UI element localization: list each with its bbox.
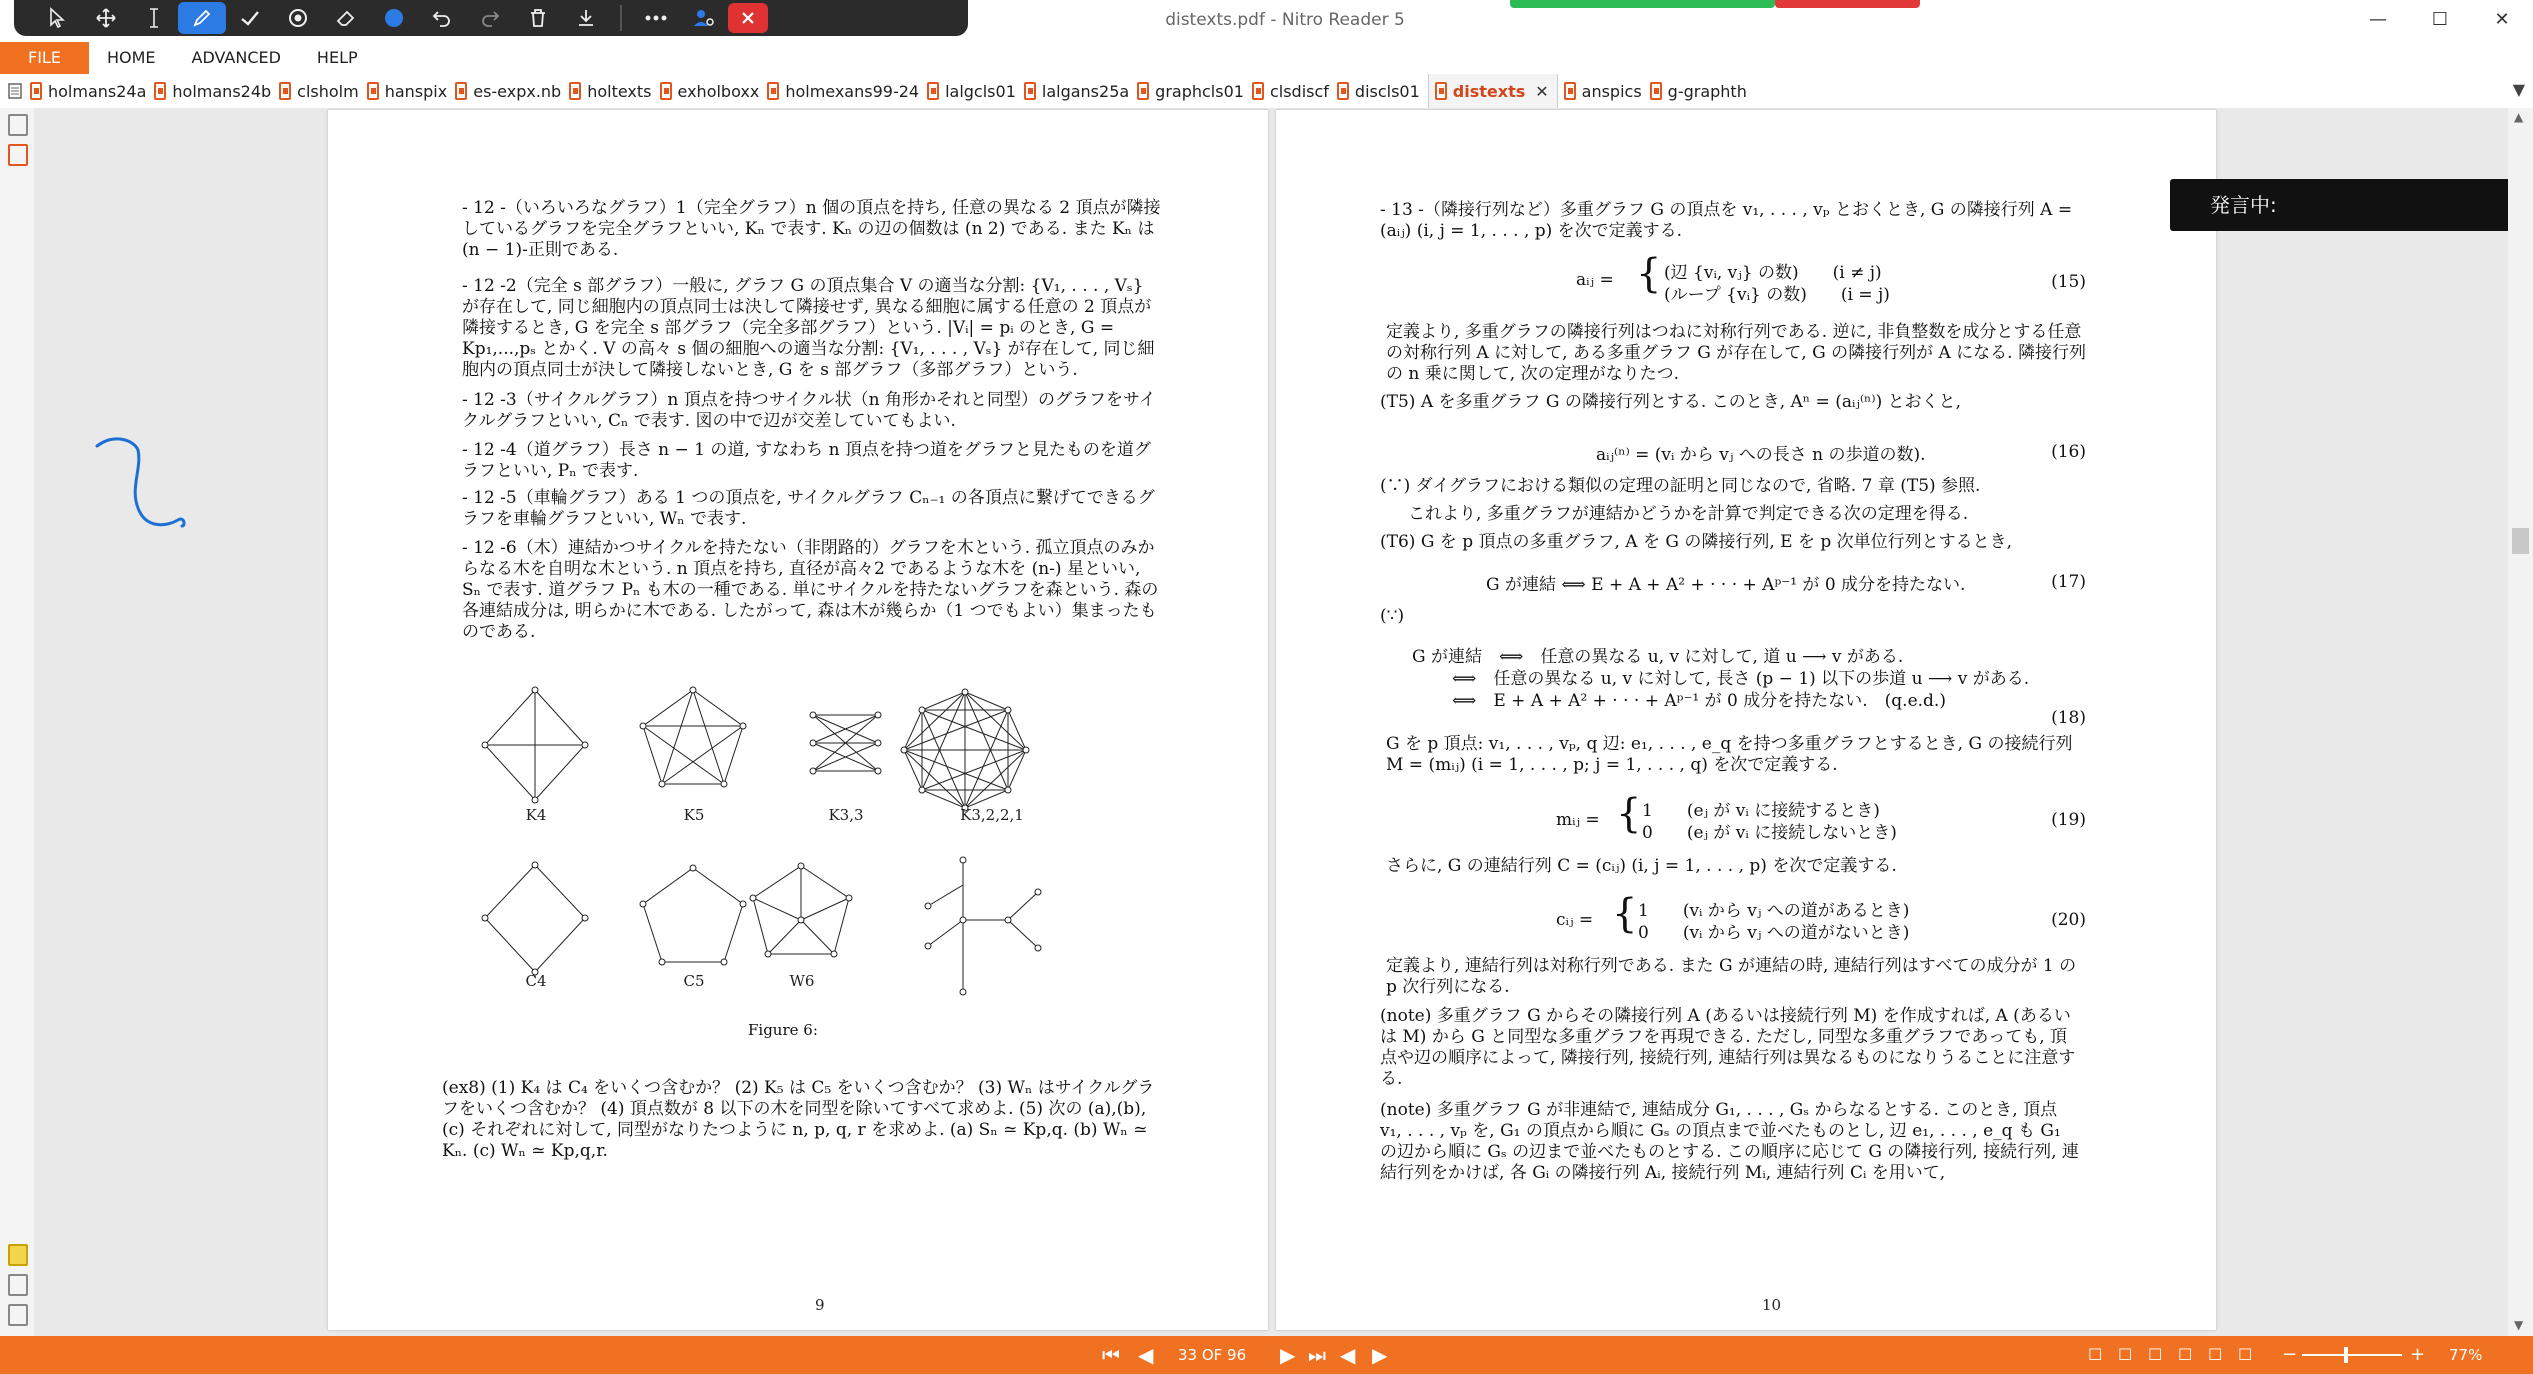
pdf-page-right (1276, 110, 2216, 1330)
graph-tree (928, 860, 1038, 992)
pan-move-icon[interactable] (82, 0, 130, 36)
page-number-right: 10 (1762, 1296, 1782, 1314)
paragraph-definition: 定義より, 多重グラフの隣接行列はつねに対称行列である. 逆に, 非負整数を成分とする任意の対称行列 A に対して, ある多重グラフ G が存在して, G の隣接行列が A になる. 隣接行列の n 乗に関して, 次の定理がなりたつ. (1386, 322, 2086, 384)
attachments-icon[interactable] (8, 114, 28, 136)
paragraph-connectivity-matrix: さらに, G の連結行列 C = (cᵢⱼ) (i, j = 1, . . . , p) を次で定義する. (1386, 856, 1897, 876)
toolbar-separator (620, 5, 622, 31)
window-title: distexts.pdf - Nitro Reader 5 (1165, 10, 1405, 30)
eq-number-20: (20) (2051, 910, 2086, 930)
doc-tab[interactable]: lalgans25a (1024, 74, 1137, 108)
tab-list-chevron-icon[interactable]: ▼ (2512, 80, 2525, 99)
graph-k5 (643, 690, 743, 784)
trash-icon[interactable] (514, 0, 562, 36)
eq19-row-1: 1 (eⱼ が vᵢ に接続するとき) (1642, 801, 1880, 821)
proof-line-3: ⟺ E + A + A² + · · · + Aᵖ⁻¹ が 0 成分を持たない. (q.e.d.) (1452, 691, 1946, 711)
paragraph-incidence: G を p 頂点: v₁, . . . , vₚ, q 辺: e₁, . . . , e_q を持つ多重グラフとするとき, G の接続行列 M = (mᵢⱼ) (i = 1, . . . , p; j = 1, . . . , q) を次で定義する. (1386, 734, 2073, 775)
layers-icon[interactable] (8, 1274, 28, 1296)
pdf-file-icon (927, 82, 939, 100)
undo-icon[interactable] (418, 0, 466, 36)
doc-tab[interactable]: lalgcls01 (927, 74, 1024, 108)
graph-label-k3221: K3,2,2,1 (960, 806, 1024, 824)
pdf-page-left (328, 110, 1268, 1330)
brace-icon: { (1636, 251, 1662, 297)
previous-view-icon[interactable]: ◀ (1340, 1343, 1356, 1367)
eraser-icon[interactable] (322, 0, 370, 36)
pdf-file-icon (1435, 82, 1447, 100)
paragraph-12-3: - 12 -3（サイクルグラフ）n 頂点を持つサイクル状（n 角形かそれと同型）のグラフをサイクルグラフといい, Cₙ で表す. 図の中で辺が交差していてもよい. (462, 390, 1156, 431)
eq15-row-1: (辺 {vᵢ, vⱼ} の数) (i ≠ j) (1664, 263, 1882, 283)
checkmark-icon[interactable] (226, 0, 274, 36)
graph-k33 (813, 715, 878, 771)
note-1: (note) 多重グラフ G からその隣接行列 A (あるいは接続行列 M) を作成すれば, A (あるいは M) から G と同型な多重グラフを再現できる. ただし, 同型な多重グラフであっても, 頂点や辺の順序によって, 隣接行列, 接続行列, 連結行列は異なるものになりうることに注意する. (1380, 1006, 2076, 1089)
close-tab-icon[interactable]: ✕ (1535, 81, 1549, 101)
fit-page-icon[interactable]: ☐ (2208, 1345, 2223, 1364)
tab-advanced[interactable]: ADVANCED (191, 48, 281, 67)
vertical-scrollbar[interactable] (2508, 108, 2533, 1336)
graph-label-c4: C4 (525, 972, 547, 990)
graph-label-k4: K4 (525, 806, 547, 824)
doc-tab[interactable]: holmans24a (30, 74, 154, 108)
doc-tab[interactable]: clsholm (279, 74, 367, 108)
pdf-file-icon (1137, 82, 1149, 100)
pdf-file-icon (660, 82, 672, 100)
highlighter-icon[interactable] (274, 0, 322, 36)
select-arrow-icon[interactable] (34, 0, 82, 36)
proof-t5: (∵) ダイグラフにおける類似の定理の証明と同じなので, 省略. 7 章 (T5) 参照. (1380, 476, 1981, 496)
ink-annotation[interactable] (94, 428, 214, 548)
more-options-icon[interactable] (632, 0, 680, 36)
zoom-slider-handle[interactable] (2344, 1347, 2348, 1363)
single-page-view-icon[interactable]: ☐ (2088, 1345, 2103, 1364)
pdf-file-icon (154, 82, 166, 100)
eq-number-15: (15) (2051, 272, 2086, 292)
paragraph-symmetric: 定義より, 連結行列は対称行列である. また G が連結の時, 連結行列はすべての成分が 1 の p 次行列になる. (1386, 956, 2077, 997)
pages-panel-icon[interactable] (0, 74, 30, 108)
next-view-icon[interactable]: ▶ (1372, 1343, 1388, 1367)
paragraph-12-2: - 12 -2（完全 s 部グラフ）一般に, グラフ G の頂点集合 V の適当な分割: {V₁, . . . , Vₛ} が存在して, 同じ細胞内の頂点同士は決して隣接せず, 異なる細胞に属する任意の 2 頂点が隣接するとき, G を完全 s 部グラフ（完全多部グラフ）という. |Vᵢ| = pᵢ のとき, G = Kp₁,...,pₛ とかく. V の高々 s 個の細胞への適当な分割: {V₁, . . . , Vₛ} が存在して, 同じ細胞内の頂点同士が決して隣接しないとき, G を s 部グラフ（多部グラフ）という. (462, 276, 1155, 380)
bookmarks-icon[interactable] (8, 144, 28, 166)
brace-icon: { (1616, 791, 1642, 837)
eq-number-19: (19) (2051, 810, 2086, 830)
page-indicator[interactable]: 33 OF 96 (1178, 1346, 1247, 1364)
facing-continuous-view-icon[interactable]: ☐ (2178, 1345, 2193, 1364)
tab-help[interactable]: HELP (316, 48, 358, 67)
download-icon[interactable] (562, 0, 610, 36)
eq20-row-1: 1 (vᵢ から vⱼ への道があるとき) (1638, 901, 1910, 921)
facing-view-icon[interactable]: ☐ (2148, 1345, 2163, 1364)
theorem-t5: (T5) A を多重グラフ G の隣接行列とする. このとき, Aⁿ = (aᵢⱼ⁽ⁿ⁾) とおくと, (1380, 392, 1962, 412)
paragraph-12-4: - 12 -4（道グラフ）長さ n − 1 の道, すなわち n 頂点を持つ道をグラフと見たものを道グラフといい, Pₙ で表す. (462, 440, 1151, 481)
pdf-file-icon (279, 82, 291, 100)
color-picker-icon[interactable] (370, 0, 418, 36)
paragraph-13: - 13 -（隣接行列など）多重グラフ G の頂点を v₁, . . . , vₚ とおくとき, G の隣接行列 A = (aᵢⱼ) (i, j = 1, . . . , p) を次で定義する. (1380, 200, 2073, 241)
doc-tab[interactable]: holmexans99-24 (767, 74, 927, 108)
eq20-lhs: cᵢⱼ = (1556, 910, 1594, 930)
eq19-row-2: 0 (eⱼ が vᵢ に接続しないとき) (1642, 823, 1897, 843)
eq-number-16: (16) (2051, 442, 2086, 462)
paragraph-12-6: - 12 -6（木）連結かつサイクルを持たない（非閉路的）グラフを木という. 孤立頂点のみからなる木を自明な木という. n 頂点を持ち, 直径が高々2 であるような木を (n-) 星といい, Sₙ で表す. 道グラフ Pₙ も木の一種である. 単にサイクルを持たないグラフを森という. 森の各連結成分は, 明らかに木である. したがって, 森は木が幾らか（1 つでもよい）集まったものである. (462, 538, 1159, 642)
page-number-left: 9 (815, 1296, 825, 1314)
continuous-view-icon[interactable]: ☐ (2118, 1345, 2133, 1364)
pdf-file-icon (767, 82, 779, 100)
previous-page-icon[interactable]: ◀ (1138, 1343, 1154, 1367)
doc-tab[interactable]: graphcls01 (1137, 74, 1252, 108)
pdf-file-icon (569, 82, 581, 100)
brace-icon: { (1612, 891, 1638, 937)
text-cursor-icon[interactable] (130, 0, 178, 36)
eq20-row-2: 0 (vᵢ から vⱼ への道がないとき) (1638, 923, 1910, 943)
eq15-row-2: (ループ {vᵢ} の数) (i = j) (1664, 285, 1890, 305)
scroll-thumb[interactable] (2512, 528, 2529, 554)
pdf-file-icon (455, 82, 467, 100)
exercise-8: (ex8) (1) K₄ は C₄ をいくつ含むか？ (2) K₅ は C₅ をいくつ含むか？ (3) Wₙ はサイクルグラフをいくつ含むか？ (4) 頂点数が 8 以下の木を同型を除いてすべて求めよ. (5) 次の (a),(b),(c) それぞれに対して, 同型がなりたつように n, p, q, r を求めよ. (a) Sₙ ≃ Kp,q. (b) Wₙ ≃ Kₙ. (c) Wₙ ≃ Kp,q,r. (442, 1078, 1155, 1161)
theorem-t6: (T6) G を p 頂点の多重グラフ, A を G の隣接行列, E を p 次単位行列とするとき, (1380, 532, 2013, 552)
tts-progress-green (1510, 0, 1775, 8)
tab-file[interactable]: FILE (0, 42, 89, 74)
output-icon[interactable] (8, 1304, 28, 1326)
speech-status-popup: 発言中: (2170, 179, 2512, 231)
eq15-lhs: aᵢⱼ = (1576, 270, 1614, 290)
zoom-out-button[interactable]: − (2282, 1344, 2298, 1365)
comments-icon[interactable] (8, 1244, 28, 1266)
zoom-slider[interactable] (2302, 1354, 2402, 1356)
maximize-button[interactable]: ☐ (2431, 9, 2449, 30)
fit-width-icon[interactable]: ☐ (2238, 1345, 2253, 1364)
figure-caption: Figure 6: (748, 1021, 818, 1039)
because-mark: (∵) (1380, 606, 1405, 626)
eq-number-17: (17) (2051, 572, 2086, 592)
doc-tab[interactable]: es-expx.nb (455, 74, 569, 108)
pdf-file-icon (1252, 82, 1264, 100)
tab-home[interactable]: HOME (106, 48, 156, 67)
minimize-button[interactable]: — (2369, 9, 2387, 30)
doc-tab[interactable]: anspics (1558, 74, 1650, 108)
eq19-lhs: mᵢⱼ = (1556, 810, 1600, 830)
eq16-text: aᵢⱼ⁽ⁿ⁾ = (vᵢ から vⱼ への長さ n の歩道の数). (1596, 445, 1926, 465)
doc-tab[interactable]: g-graphth (1650, 74, 1755, 108)
next-page-icon[interactable]: ▶ (1280, 1343, 1296, 1367)
note-2: (note) 多重グラフ G が非連結で, 連結成分 G₁, . . . , Gₛ からなるとする. このとき, 頂点 v₁, . . . , vₚ を, G₁ の頂点から順に Gₛ の頂点まで並べたものとし, 辺 e₁, . . . , e_q も G₁ の辺から順に Gₛ の辺まで並べたものとする. この順序に応じて G の隣接行列, 接続行列, 連結行列をかけば, 各 Gᵢ の隣接行列 Aᵢ, 接続行列 Mᵢ, 連結行列 Cᵢ を用いて, (1380, 1100, 2079, 1183)
doc-tab[interactable]: hanspix (367, 74, 456, 108)
graph-k4 (485, 690, 585, 800)
status-bar (0, 1336, 2533, 1374)
pdf-file-icon (367, 82, 379, 100)
close-window-button[interactable]: ✕ (2494, 9, 2510, 30)
last-page-icon[interactable]: ⏭ (1308, 1343, 1326, 1367)
doc-tab[interactable]: holmans24b (154, 74, 279, 108)
graph-label-k5: K5 (683, 806, 705, 824)
pen-icon[interactable] (178, 2, 226, 34)
left-side-panel (0, 108, 35, 1336)
paragraph-12-1: - 12 -（いろいろなグラフ）1（完全グラフ）n 個の頂点を持ち, 任意の異なる 2 頂点が隣接しているグラフを完全グラフといい, Kₙ で表す. Kₙ の辺の個数は (n 2) である. また Kₙ は (n − 1)-正則である. (462, 198, 1161, 260)
doc-tab[interactable]: discls01 (1337, 74, 1428, 108)
settings-person-icon[interactable] (680, 0, 728, 36)
graph-label-c5: C5 (683, 972, 705, 990)
graph-c5 (643, 868, 743, 962)
zoom-in-button[interactable]: + (2410, 1344, 2426, 1365)
close-toolbar-icon[interactable] (728, 3, 768, 33)
eq17-text: G が連結 ⟺ E + A + A² + · · · + Aᵖ⁻¹ が 0 成分を持たない. (1486, 575, 1966, 595)
paragraph-connected: これより, 多重グラフが連結かどうかを計算で判定できる次の定理を得る. (1408, 504, 1969, 524)
doc-tab-active[interactable]: distexts ✕ (1428, 74, 1558, 108)
graph-w6 (753, 866, 849, 954)
tts-progress-red (1775, 0, 1920, 8)
pdf-file-icon (30, 82, 42, 100)
paragraph-12-5: - 12 -5（車輪グラフ）ある 1 つの頂点を, サイクルグラフ Cₙ₋₁ の各頂点に繋げてできるグラフを車輪グラフといい, Wₙ で表す. (462, 488, 1155, 529)
pdf-file-icon (1337, 82, 1349, 100)
zoom-level[interactable]: 77% (2449, 1346, 2483, 1364)
redo-icon[interactable] (466, 0, 514, 36)
graph-c4 (485, 865, 585, 972)
graph-label-k33: K3,3 (828, 806, 864, 824)
doc-tab[interactable]: exholboxx (660, 74, 768, 108)
annotation-toolbar (14, 0, 968, 36)
ribbon-menu (0, 42, 2533, 74)
doc-tab[interactable]: clsdiscf (1252, 74, 1337, 108)
proof-line-2: ⟺ 任意の異なる u, v に対して, 長さ (p − 1) 以下の歩道 u ⟶ v がある. (1452, 669, 2030, 689)
graph-label-w6: W6 (789, 972, 815, 990)
proof-line-1: G が連結 ⟺ 任意の異なる u, v に対して, 道 u ⟶ v がある. (1412, 647, 1904, 667)
scroll-down-icon[interactable]: ▼ (2514, 1318, 2524, 1332)
eq-number-18: (18) (2051, 708, 2086, 728)
doc-tab[interactable]: holtexts (569, 74, 659, 108)
document-viewer[interactable] (34, 108, 2508, 1336)
first-page-icon[interactable]: ⏮ (1102, 1343, 1120, 1367)
pdf-file-icon (1564, 82, 1576, 100)
pdf-file-icon (1024, 82, 1036, 100)
document-tabs (0, 74, 2533, 109)
pdf-file-icon (1650, 82, 1662, 100)
scroll-up-icon[interactable]: ▲ (2514, 110, 2524, 124)
